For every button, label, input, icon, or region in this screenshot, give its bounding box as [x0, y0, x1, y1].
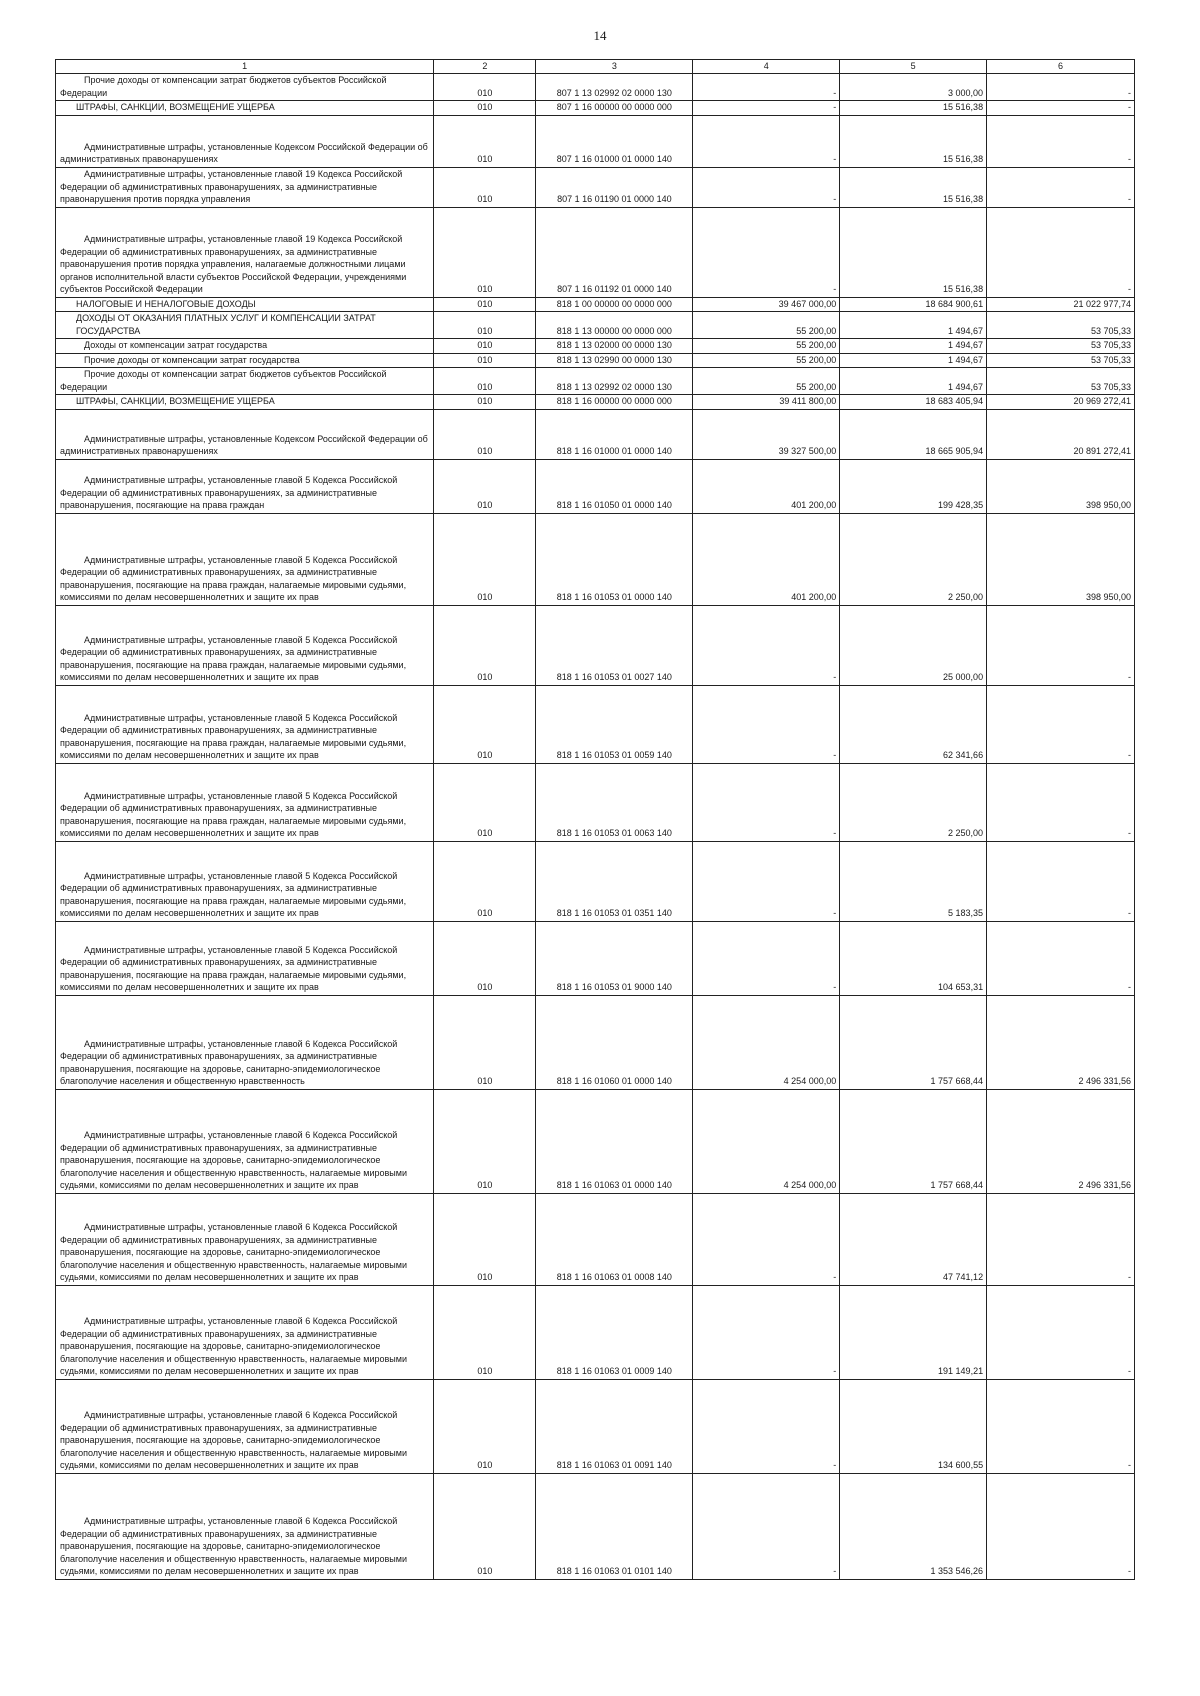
executed-amount: 1 757 668,44: [840, 995, 987, 1089]
unexecuted-amount: -: [987, 841, 1135, 921]
line-code: 010: [434, 74, 536, 101]
line-code: 010: [434, 115, 536, 167]
budget-code: 818 1 13 02990 00 0000 130: [536, 353, 693, 368]
unexecuted-amount: 398 950,00: [987, 513, 1135, 605]
row-name: Административные штрафы, установленные главой 5 Кодекса Российской Федерации об административных правонарушениях, за административные правонарушения, посягающие на права граждан, налагаемые мировыми судьями, комиссиями по делам несовершеннолетних и защите их прав: [56, 841, 434, 921]
table-row: [56, 74, 1135, 101]
column-header: 1: [56, 60, 434, 74]
row-name: Административные штрафы, установленные главой 19 Кодекса Российской Федерации об административных правонарушениях, за административные правонарушения против порядка управления, налагаемые должностными лицами органов исполнительной власти субъектов Российской Федерации, учреждениями субъектов Российской Федерации: [56, 207, 434, 297]
table-row: [56, 841, 1135, 921]
row-name: НАЛОГОВЫЕ И НЕНАЛОГОВЫЕ ДОХОДЫ: [56, 297, 434, 312]
budget-code: 807 1 16 01000 01 0000 140: [536, 115, 693, 167]
row-name: Прочие доходы от компенсации затрат бюджетов субъектов Российской Федерации: [56, 368, 434, 395]
unexecuted-amount: 20 891 272,41: [987, 409, 1135, 459]
unexecuted-amount: 21 022 977,74: [987, 297, 1135, 312]
table-row: [56, 312, 1135, 339]
executed-amount: 18 683 405,94: [840, 395, 987, 410]
unexecuted-amount: -: [987, 763, 1135, 841]
executed-amount: 15 516,38: [840, 115, 987, 167]
row-name: ДОХОДЫ ОТ ОКАЗАНИЯ ПЛАТНЫХ УСЛУГ И КОМПЕНСАЦИИ ЗАТРАТ ГОСУДАРСТВА: [56, 312, 434, 339]
row-name: Прочие доходы от компенсации затрат бюджетов субъектов Российской Федерации: [56, 74, 434, 101]
row-name: Административные штрафы, установленные главой 6 Кодекса Российской Федерации об административных правонарушениях, за административные правонарушения, посягающие на здоровье, санитарно-эпидемиологическое благополучие населения и общественную нравственность, налагаемые мировыми судьями, комиссиями по делам несовершеннолетних и защите их прав: [56, 1285, 434, 1379]
row-name: Административные штрафы, установленные главой 6 Кодекса Российской Федерации об административных правонарушениях, за административные правонарушения, посягающие на здоровье, санитарно-эпидемиологическое благополучие населения и общественную нравственность, налагаемые мировыми судьями, комиссиями по делам несовершеннолетних и защите их прав: [56, 1193, 434, 1285]
executed-amount: 1 353 546,26: [840, 1473, 987, 1579]
row-name: Административные штрафы, установленные Кодексом Российской Федерации об административных правонарушениях: [56, 409, 434, 459]
line-code: 010: [434, 605, 536, 685]
table-row: [56, 167, 1135, 207]
executed-amount: 1 757 668,44: [840, 1089, 987, 1193]
line-code: 010: [434, 1473, 536, 1579]
table-row: [56, 921, 1135, 995]
row-name: Административные штрафы, установленные главой 5 Кодекса Российской Федерации об административных правонарушениях, за административные правонарушения, посягающие на права граждан, налагаемые мировыми судьями, комиссиями по делам несовершеннолетних и защите их прав: [56, 685, 434, 763]
executed-amount: 15 516,38: [840, 207, 987, 297]
executed-amount: 5 183,35: [840, 841, 987, 921]
unexecuted-amount: 53 705,33: [987, 368, 1135, 395]
budget-code: 818 1 13 02992 02 0000 130: [536, 368, 693, 395]
executed-amount: 62 341,66: [840, 685, 987, 763]
approved-amount: 39 327 500,00: [693, 409, 840, 459]
executed-amount: 1 494,67: [840, 353, 987, 368]
unexecuted-amount: -: [987, 1285, 1135, 1379]
unexecuted-amount: -: [987, 1379, 1135, 1473]
budget-code: 807 1 16 00000 00 0000 000: [536, 101, 693, 116]
executed-amount: 191 149,21: [840, 1285, 987, 1379]
budget-code: 818 1 16 01053 01 0027 140: [536, 605, 693, 685]
table-row: [56, 605, 1135, 685]
table-row: [56, 297, 1135, 312]
row-name: Административные штрафы, установленные главой 6 Кодекса Российской Федерации об административных правонарушениях, за административные правонарушения, посягающие на здоровье, санитарно-эпидемиологическое благополучие населения и общественную нравственность, налагаемые мировыми судьями, комиссиями по делам несовершеннолетних и защите их прав: [56, 1473, 434, 1579]
row-name: Административные штрафы, установленные Кодексом Российской Федерации об административных правонарушениях: [56, 115, 434, 167]
budget-code: 818 1 13 00000 00 0000 000: [536, 312, 693, 339]
approved-amount: -: [693, 1379, 840, 1473]
executed-amount: 18 684 900,61: [840, 297, 987, 312]
executed-amount: 25 000,00: [840, 605, 987, 685]
approved-amount: 4 254 000,00: [693, 995, 840, 1089]
table-row: [56, 368, 1135, 395]
table-row: [56, 1193, 1135, 1285]
budget-code: 818 1 16 01053 01 0000 140: [536, 513, 693, 605]
executed-amount: 199 428,35: [840, 459, 987, 513]
executed-amount: 1 494,67: [840, 368, 987, 395]
row-name: Доходы от компенсации затрат государства: [56, 339, 434, 354]
table-row: [56, 339, 1135, 354]
table-row: [56, 1473, 1135, 1579]
unexecuted-amount: 2 496 331,56: [987, 1089, 1135, 1193]
budget-code: 818 1 16 00000 00 0000 000: [536, 395, 693, 410]
column-header: 5: [840, 60, 987, 74]
row-name: Административные штрафы, установленные главой 5 Кодекса Российской Федерации об административных правонарушениях, за административные правонарушения, посягающие на права граждан, налагаемые мировыми судьями, комиссиями по делам несовершеннолетних и защите их прав: [56, 763, 434, 841]
row-name: Административные штрафы, установленные главой 5 Кодекса Российской Федерации об административных правонарушениях, за административные правонарушения, посягающие на права граждан, налагаемые мировыми судьями, комиссиями по делам несовершеннолетних и защите их прав: [56, 605, 434, 685]
line-code: 010: [434, 1285, 536, 1379]
budget-code: 818 1 16 01053 01 0351 140: [536, 841, 693, 921]
approved-amount: -: [693, 1285, 840, 1379]
executed-amount: 1 494,67: [840, 339, 987, 354]
line-code: 010: [434, 841, 536, 921]
column-header: 3: [536, 60, 693, 74]
column-header: 2: [434, 60, 536, 74]
line-code: 010: [434, 207, 536, 297]
approved-amount: -: [693, 101, 840, 116]
approved-amount: 4 254 000,00: [693, 1089, 840, 1193]
table-row: [56, 395, 1135, 410]
line-code: 010: [434, 685, 536, 763]
line-code: 010: [434, 101, 536, 116]
approved-amount: -: [693, 605, 840, 685]
line-code: 010: [434, 409, 536, 459]
executed-amount: 104 653,31: [840, 921, 987, 995]
budget-code: 807 1 16 01192 01 0000 140: [536, 207, 693, 297]
unexecuted-amount: 398 950,00: [987, 459, 1135, 513]
approved-amount: -: [693, 1473, 840, 1579]
table-row: [56, 763, 1135, 841]
column-header: 6: [987, 60, 1135, 74]
executed-amount: 2 250,00: [840, 513, 987, 605]
approved-amount: -: [693, 207, 840, 297]
row-name: Прочие доходы от компенсации затрат государства: [56, 353, 434, 368]
unexecuted-amount: 20 969 272,41: [987, 395, 1135, 410]
table-row: [56, 101, 1135, 116]
unexecuted-amount: 53 705,33: [987, 312, 1135, 339]
budget-code: 818 1 16 01053 01 0063 140: [536, 763, 693, 841]
budget-table: [55, 59, 1135, 1580]
approved-amount: 55 200,00: [693, 339, 840, 354]
executed-amount: 1 494,67: [840, 312, 987, 339]
budget-code: 818 1 16 01050 01 0000 140: [536, 459, 693, 513]
unexecuted-amount: -: [987, 1193, 1135, 1285]
executed-amount: 15 516,38: [840, 167, 987, 207]
budget-code: 807 1 16 01190 01 0000 140: [536, 167, 693, 207]
executed-amount: 15 516,38: [840, 101, 987, 116]
approved-amount: -: [693, 1193, 840, 1285]
row-name: Административные штрафы, установленные главой 5 Кодекса Российской Федерации об административных правонарушениях, за административные правонарушения, посягающие на права граждан, налагаемые мировыми судьями, комиссиями по делам несовершеннолетних и защите их прав: [56, 513, 434, 605]
budget-code: 818 1 16 01000 01 0000 140: [536, 409, 693, 459]
executed-amount: 3 000,00: [840, 74, 987, 101]
line-code: 010: [434, 353, 536, 368]
table-row: [56, 1089, 1135, 1193]
row-name: Административные штрафы, установленные главой 6 Кодекса Российской Федерации об административных правонарушениях, за административные правонарушения, посягающие на здоровье, санитарно-эпидемиологическое благополучие населения и общественную нравственность: [56, 995, 434, 1089]
line-code: 010: [434, 513, 536, 605]
budget-code: 818 1 16 01053 01 0059 140: [536, 685, 693, 763]
budget-code: 818 1 16 01063 01 0008 140: [536, 1193, 693, 1285]
executed-amount: 18 665 905,94: [840, 409, 987, 459]
executed-amount: 2 250,00: [840, 763, 987, 841]
table-row: [56, 409, 1135, 459]
budget-code: 818 1 00 00000 00 0000 000: [536, 297, 693, 312]
approved-amount: 401 200,00: [693, 459, 840, 513]
approved-amount: -: [693, 167, 840, 207]
budget-code: 807 1 13 02992 02 0000 130: [536, 74, 693, 101]
line-code: 010: [434, 368, 536, 395]
row-name: ШТРАФЫ, САНКЦИИ, ВОЗМЕЩЕНИЕ УЩЕРБА: [56, 101, 434, 116]
line-code: 010: [434, 1379, 536, 1473]
unexecuted-amount: -: [987, 685, 1135, 763]
unexecuted-amount: -: [987, 101, 1135, 116]
approved-amount: 401 200,00: [693, 513, 840, 605]
table-row: [56, 995, 1135, 1089]
budget-code: 818 1 16 01063 01 0101 140: [536, 1473, 693, 1579]
unexecuted-amount: 53 705,33: [987, 339, 1135, 354]
unexecuted-amount: -: [987, 74, 1135, 101]
unexecuted-amount: -: [987, 167, 1135, 207]
column-header-row: [56, 60, 1135, 74]
row-name: ШТРАФЫ, САНКЦИИ, ВОЗМЕЩЕНИЕ УЩЕРБА: [56, 395, 434, 410]
budget-code: 818 1 16 01053 01 9000 140: [536, 921, 693, 995]
line-code: 010: [434, 339, 536, 354]
row-name: Административные штрафы, установленные главой 6 Кодекса Российской Федерации об административных правонарушениях, за административные правонарушения, посягающие на здоровье, санитарно-эпидемиологическое благополучие населения и общественную нравственность, налагаемые мировыми судьями, комиссиями по делам несовершеннолетних и защите их прав: [56, 1089, 434, 1193]
approved-amount: 39 467 000,00: [693, 297, 840, 312]
approved-amount: 55 200,00: [693, 312, 840, 339]
table-row: [56, 513, 1135, 605]
budget-code: 818 1 16 01060 01 0000 140: [536, 995, 693, 1089]
approved-amount: 55 200,00: [693, 368, 840, 395]
approved-amount: -: [693, 685, 840, 763]
unexecuted-amount: -: [987, 921, 1135, 995]
row-name: Административные штрафы, установленные главой 5 Кодекса Российской Федерации об административных правонарушениях, за административные правонарушения, посягающие на права граждан: [56, 459, 434, 513]
table-row: [56, 685, 1135, 763]
unexecuted-amount: 53 705,33: [987, 353, 1135, 368]
line-code: 010: [434, 763, 536, 841]
line-code: 010: [434, 312, 536, 339]
line-code: 010: [434, 459, 536, 513]
approved-amount: 55 200,00: [693, 353, 840, 368]
executed-amount: 134 600,55: [840, 1379, 987, 1473]
approved-amount: 39 411 800,00: [693, 395, 840, 410]
page-number: 14: [593, 28, 607, 43]
line-code: 010: [434, 395, 536, 410]
approved-amount: -: [693, 763, 840, 841]
unexecuted-amount: -: [987, 1473, 1135, 1579]
budget-code: 818 1 13 02000 00 0000 130: [536, 339, 693, 354]
approved-amount: -: [693, 841, 840, 921]
line-code: 010: [434, 1193, 536, 1285]
budget-code: 818 1 16 01063 01 0091 140: [536, 1379, 693, 1473]
approved-amount: -: [693, 115, 840, 167]
row-name: Административные штрафы, установленные главой 5 Кодекса Российской Федерации об административных правонарушениях, за административные правонарушения, посягающие на права граждан, налагаемые мировыми судьями, комиссиями по делам несовершеннолетних и защите их прав: [56, 921, 434, 995]
approved-amount: -: [693, 74, 840, 101]
approved-amount: -: [693, 921, 840, 995]
row-name: Административные штрафы, установленные главой 19 Кодекса Российской Федерации об административных правонарушениях, за административные правонарушения против порядка управления: [56, 167, 434, 207]
column-header: 4: [693, 60, 840, 74]
line-code: 010: [434, 995, 536, 1089]
budget-code: 818 1 16 01063 01 0000 140: [536, 1089, 693, 1193]
unexecuted-amount: -: [987, 207, 1135, 297]
unexecuted-amount: -: [987, 605, 1135, 685]
table-row: [56, 1379, 1135, 1473]
unexecuted-amount: -: [987, 115, 1135, 167]
budget-code: 818 1 16 01063 01 0009 140: [536, 1285, 693, 1379]
unexecuted-amount: 2 496 331,56: [987, 995, 1135, 1089]
row-name: Административные штрафы, установленные главой 6 Кодекса Российской Федерации об административных правонарушениях, за административные правонарушения, посягающие на здоровье, санитарно-эпидемиологическое благополучие населения и общественную нравственность, налагаемые мировыми судьями, комиссиями по делам несовершеннолетних и защите их прав: [56, 1379, 434, 1473]
table-row: [56, 115, 1135, 167]
line-code: 010: [434, 297, 536, 312]
line-code: 010: [434, 167, 536, 207]
executed-amount: 47 741,12: [840, 1193, 987, 1285]
table-row: [56, 207, 1135, 297]
table-row: [56, 1285, 1135, 1379]
table-row: [56, 459, 1135, 513]
line-code: 010: [434, 921, 536, 995]
table-row: [56, 353, 1135, 368]
line-code: 010: [434, 1089, 536, 1193]
